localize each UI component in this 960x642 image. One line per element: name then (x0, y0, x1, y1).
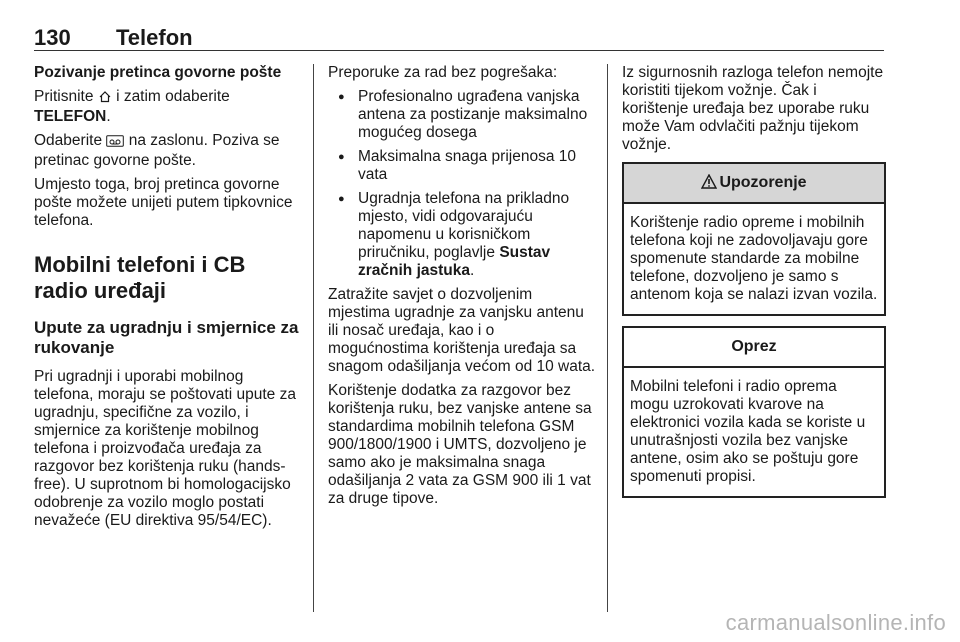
warning-text: Korištenje radio opreme i mobilnih telefona koji ne zadovoljavaju gore spomenute standarde za mobilne telefone, dozvoljeno je samo s antenom koja se nalazi izvan vozila. (630, 214, 878, 303)
warning-box (622, 162, 886, 316)
voicemail-subhead: Pozivanje pretinca govorne pošte (34, 64, 282, 81)
home-icon (98, 90, 112, 108)
warning-title: Upozorenje (719, 174, 807, 191)
section-heading: Mobilni telefoni i CB radio uređaji (34, 252, 246, 303)
paragraph: Korištenje dodatka za razgovor bez korištenja ruku, bez vanjske antene sa standardima mobilnih telefona GSM 900/1800/1900 i UMTS, dozvoljeno je samo ako je maksimalna snaga odašiljanja 2 vata za GSM 900 ili 1 vat za druge tipove. (328, 382, 592, 507)
list-item: ● Ugradnja telefona na prikladno mjesto, vidi odgovarajuću napomenu u korisničkom priručniku, poglavlje Sustav zračnih jastuka. (328, 190, 598, 280)
list-item: ● Maksimalna snaga prijenosa 10 vata (328, 148, 598, 184)
chapter-title: Telefon (116, 25, 193, 50)
warning-header (624, 164, 884, 204)
caution-box (622, 326, 886, 498)
paragraph: Pri ugradnji i uporabi mobilnog telefona, moraju se poštovati upute za ugradnju, specifične za vozilo, i smjernice za korištenje mobilnog telefona i proizvođača uređaja za razgovor bez korištenja ruku (hands-free). U suprotnom bi homologacijsko odobrenje za vozilo moglo postati nevažeće (EU direktiva 95/54/EC). (34, 368, 296, 529)
recommendation-list (328, 88, 598, 280)
warning-triangle-icon (701, 174, 717, 192)
paragraph: Odaberite na zaslonu. Poziva se pretinac govorne pošte. (34, 132, 280, 169)
caution-header (624, 328, 884, 368)
watermark: carmanualsonline.info (725, 610, 946, 635)
voicemail-icon (106, 134, 124, 152)
caution-title: Oprez (731, 338, 777, 355)
column-divider (313, 64, 314, 612)
column-middle (328, 64, 598, 514)
column-left (34, 64, 300, 536)
list-item: ● Profesionalno ugrađena vanjska antena za postizanje maksimalno mogućeg dosega (328, 88, 598, 142)
airbag-link-text: Sustav zračnih jastuka (358, 244, 551, 279)
page-header (34, 26, 884, 51)
page-number: 130 (34, 25, 71, 50)
paragraph: Umjesto toga, broj pretinca govorne pošte možete unijeti putem tipkovnice telefona. (34, 176, 293, 229)
column-divider (607, 64, 608, 612)
paragraph: Preporuke za rad bez pogrešaka: (328, 64, 558, 81)
telefon-label: TELEFON (34, 108, 107, 125)
paragraph: Zatražite savjet o dozvoljenim mjestima ugradnje za vanjsku antenu ili nosač uređaja, kao i o mogućnostima korištenja uređaja sa snagom odašiljanja većom od 10 wata. (328, 286, 596, 375)
paragraph: Pritisnite i zatim odaberite TELEFON. (34, 88, 230, 125)
caution-text: Mobilni telefoni i radio oprema mogu uzrokovati kvarove na elektronici vozila kada se koriste u unutrašnjosti vozila bez vanjske antene, osim ako se poštuju gore spomenuti propisi. (630, 378, 866, 485)
paragraph: Iz sigurnosnih razloga telefon nemojte koristiti tijekom vožnje. Čak i korištenje uređaja bez uporabe ruku može Vam odvlačiti pažnju tijekom vožnje. (622, 64, 884, 153)
section-subheading: Upute za ugradnju i smjernice za rukovanje (34, 318, 299, 357)
column-right (622, 64, 886, 498)
